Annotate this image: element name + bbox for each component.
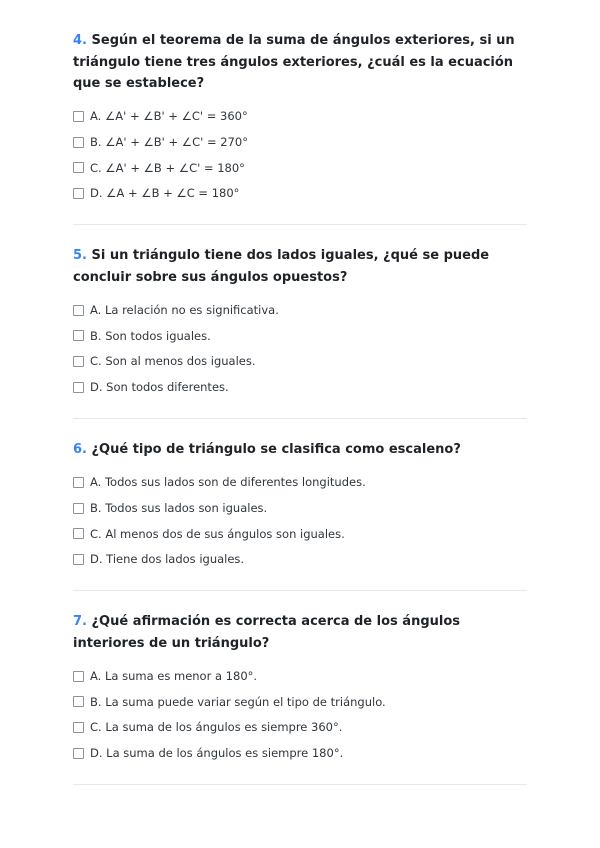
checkbox-icon[interactable] bbox=[73, 162, 84, 173]
option-label: A. Todos sus lados son de diferentes longitudes. bbox=[90, 475, 366, 490]
option-c[interactable] bbox=[73, 155, 527, 181]
question-6 bbox=[73, 439, 527, 591]
question-text: Según el teorema de la suma de ángulos exteriores, si un triángulo tiene tres ángulos exteriores, ¿cuál es la ecuación que se establece? bbox=[73, 33, 515, 91]
question-number: 4. bbox=[73, 33, 87, 48]
option-b[interactable] bbox=[73, 495, 527, 521]
options-list bbox=[73, 104, 527, 207]
question-number: 6. bbox=[73, 442, 87, 457]
option-label: D. Son todos diferentes. bbox=[90, 380, 229, 395]
checkbox-icon[interactable] bbox=[73, 696, 84, 707]
checkbox-icon[interactable] bbox=[73, 503, 84, 514]
option-b[interactable] bbox=[73, 323, 527, 349]
option-label: D. La suma de los ángulos es siempre 180°. bbox=[90, 746, 344, 761]
option-label: A. La relación no es significativa. bbox=[90, 303, 279, 318]
option-d[interactable] bbox=[73, 740, 527, 766]
question-title bbox=[73, 245, 527, 288]
question-text: ¿Qué tipo de triángulo se clasifica como escaleno? bbox=[91, 442, 461, 457]
option-label: B. Son todos iguales. bbox=[90, 328, 211, 343]
question-title bbox=[73, 30, 527, 95]
option-label: D. Tiene dos lados iguales. bbox=[90, 552, 245, 567]
checkbox-icon[interactable] bbox=[73, 748, 84, 759]
options-list bbox=[73, 297, 527, 400]
question-7 bbox=[73, 611, 527, 785]
option-label: C. Son al menos dos iguales. bbox=[90, 354, 256, 369]
option-label: A. ∠A' + ∠B' + ∠C' = 360° bbox=[90, 109, 248, 124]
question-5 bbox=[73, 245, 527, 419]
question-title bbox=[73, 611, 527, 654]
checkbox-icon[interactable] bbox=[73, 554, 84, 565]
checkbox-icon[interactable] bbox=[73, 188, 84, 199]
option-a[interactable] bbox=[73, 663, 527, 689]
option-label: B. ∠A' + ∠B' + ∠C' = 270° bbox=[90, 135, 248, 150]
option-label: A. La suma es menor a 180°. bbox=[90, 669, 258, 684]
option-b[interactable] bbox=[73, 689, 527, 715]
question-number: 7. bbox=[73, 614, 87, 630]
checkbox-icon[interactable] bbox=[73, 356, 84, 367]
options-list bbox=[73, 663, 527, 766]
question-text: ¿Qué afirmación es correcta acerca de los ángulos interiores de un triángulo? bbox=[73, 614, 461, 651]
option-label: B. La suma puede variar según el tipo de triángulo. bbox=[90, 694, 386, 709]
checkbox-icon[interactable] bbox=[73, 671, 84, 682]
option-label: C. La suma de los ángulos es siempre 360°. bbox=[90, 720, 343, 735]
option-a[interactable] bbox=[73, 297, 527, 323]
options-list bbox=[73, 470, 527, 573]
option-label: C. Al menos dos de sus ángulos son iguales. bbox=[90, 526, 345, 541]
checkbox-icon[interactable] bbox=[73, 111, 84, 122]
checkbox-icon[interactable] bbox=[73, 477, 84, 488]
option-d[interactable] bbox=[73, 181, 527, 207]
checkbox-icon[interactable] bbox=[73, 330, 84, 341]
option-d[interactable] bbox=[73, 547, 527, 573]
checkbox-icon[interactable] bbox=[73, 528, 84, 539]
checkbox-icon[interactable] bbox=[73, 382, 84, 393]
option-label: B. Todos sus lados son iguales. bbox=[90, 501, 268, 516]
option-d[interactable] bbox=[73, 374, 527, 400]
option-c[interactable] bbox=[73, 521, 527, 547]
checkbox-icon[interactable] bbox=[73, 137, 84, 148]
checkbox-icon[interactable] bbox=[73, 305, 84, 316]
question-number: 5. bbox=[73, 248, 87, 264]
option-a[interactable] bbox=[73, 470, 527, 496]
option-label: D. ∠A + ∠B + ∠C = 180° bbox=[90, 186, 240, 201]
option-label: C. ∠A' + ∠B + ∠C' = 180° bbox=[90, 160, 245, 175]
question-text: Si un triángulo tiene dos lados iguales, ¿qué se puede concluir sobre sus ángulos opuestos? bbox=[73, 248, 490, 285]
question-4 bbox=[73, 30, 527, 225]
question-title bbox=[73, 439, 527, 461]
option-c[interactable] bbox=[73, 349, 527, 375]
option-a[interactable] bbox=[73, 104, 527, 130]
option-b[interactable] bbox=[73, 129, 527, 155]
checkbox-icon[interactable] bbox=[73, 722, 84, 733]
option-c[interactable] bbox=[73, 715, 527, 741]
